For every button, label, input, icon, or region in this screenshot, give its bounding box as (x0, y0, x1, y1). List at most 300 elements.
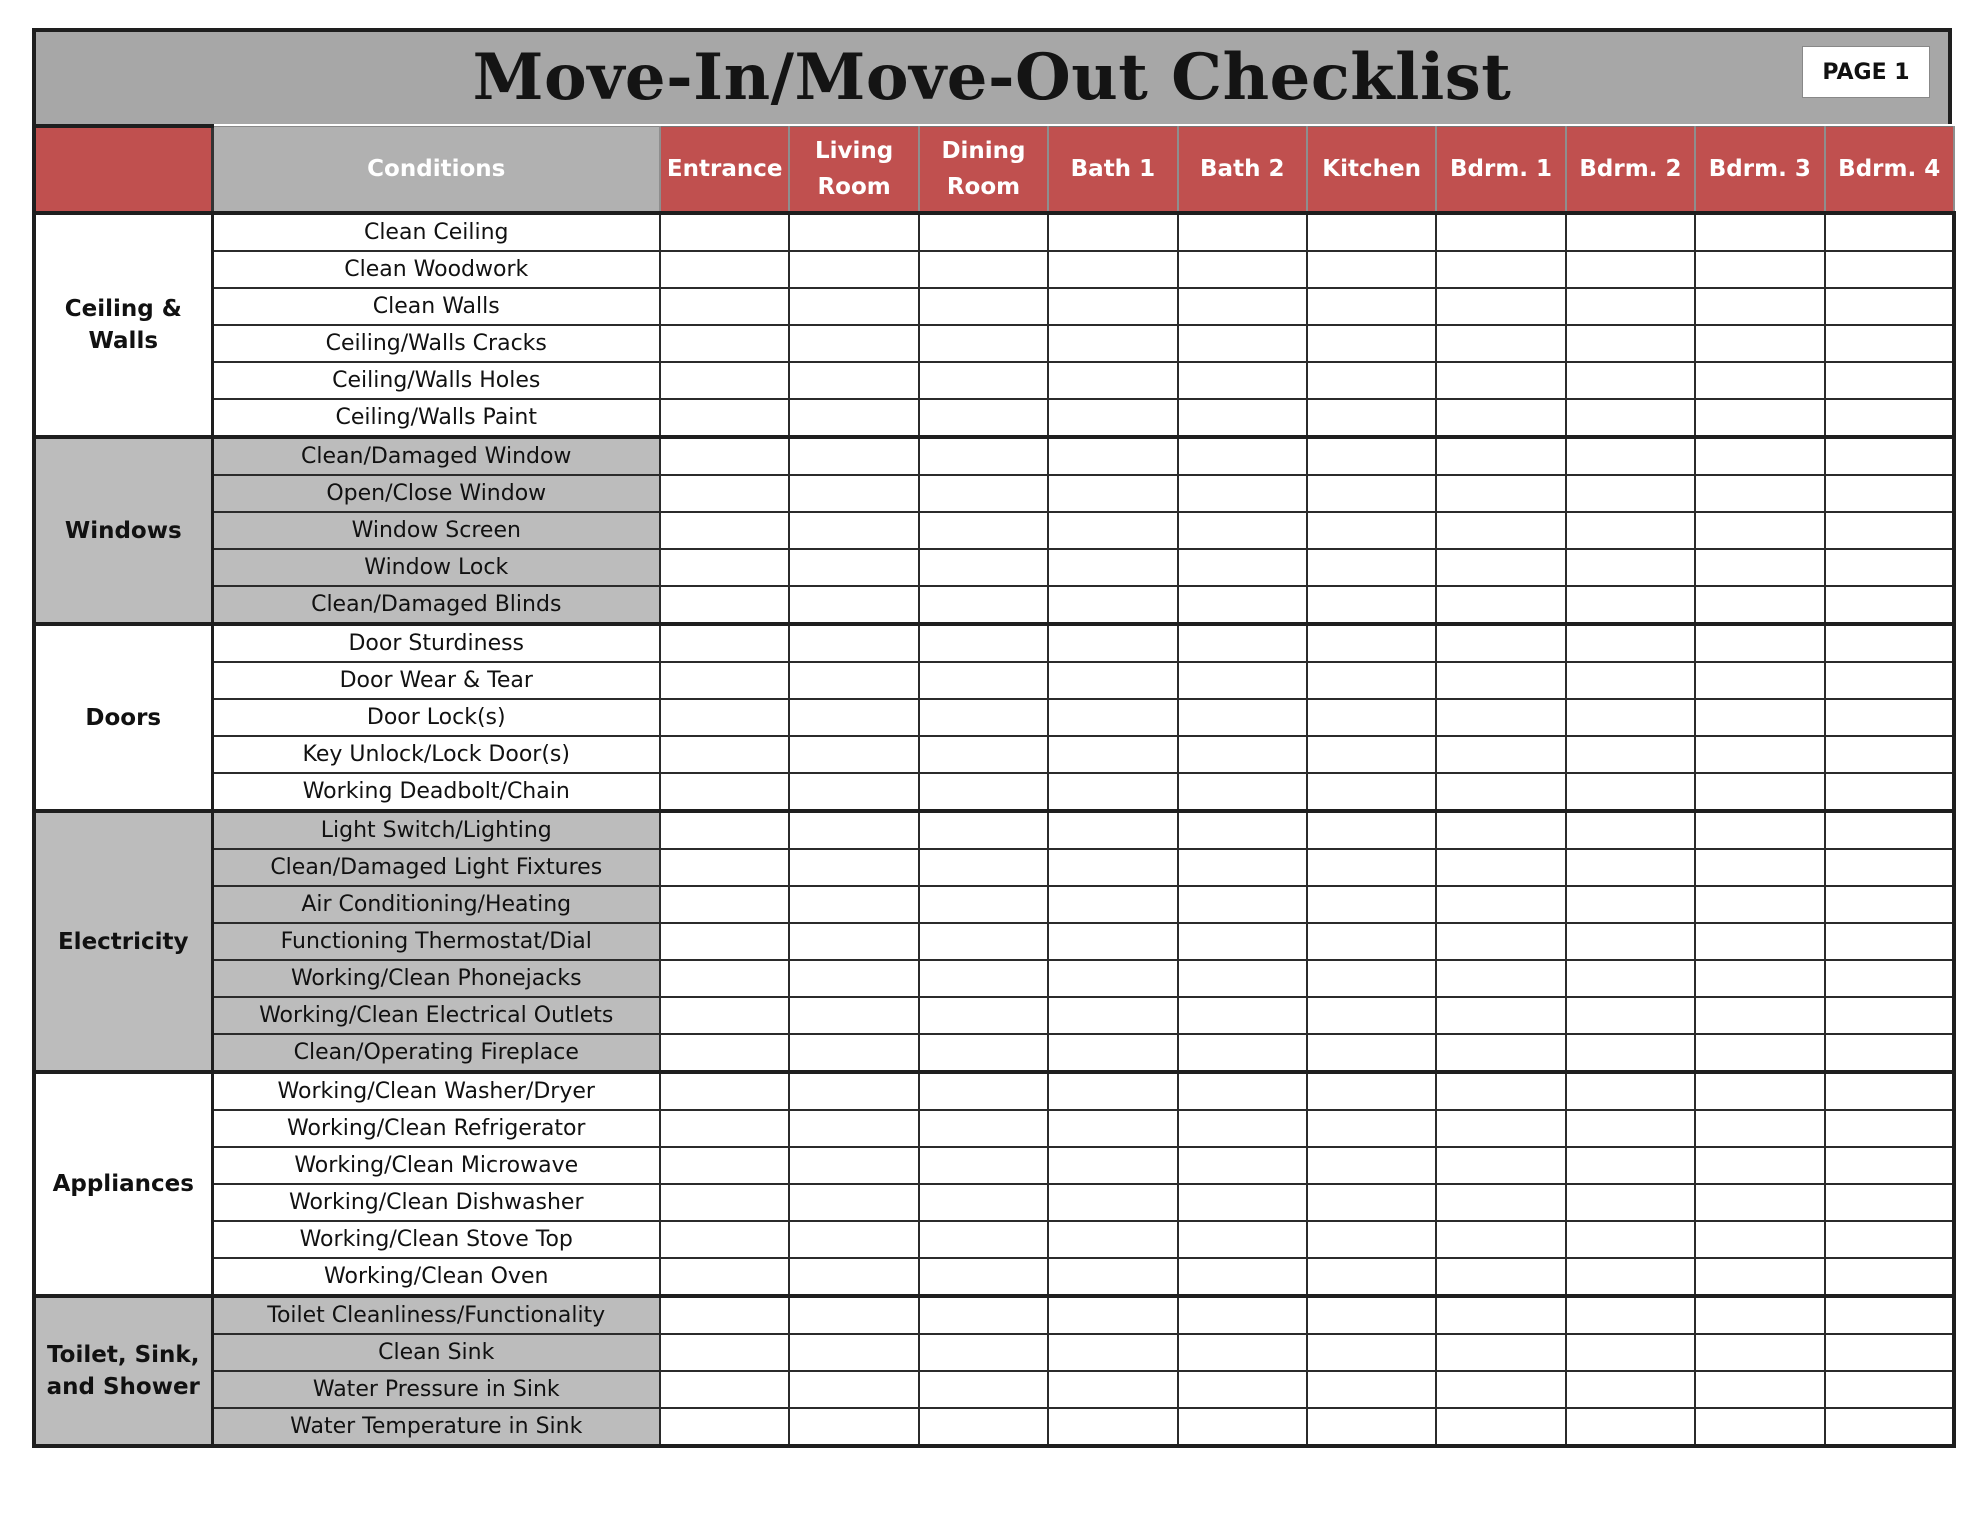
check-cell[interactable] (1566, 960, 1695, 997)
check-cell[interactable] (1307, 624, 1436, 662)
check-cell[interactable] (1825, 960, 1954, 997)
check-cell[interactable] (1695, 1147, 1824, 1184)
check-cell[interactable] (1048, 1258, 1177, 1296)
check-cell[interactable] (1048, 586, 1177, 624)
check-cell[interactable] (1048, 1371, 1177, 1408)
check-cell[interactable] (1048, 1072, 1177, 1110)
check-cell[interactable] (1436, 624, 1565, 662)
check-cell[interactable] (660, 586, 789, 624)
check-cell[interactable] (1307, 736, 1436, 773)
check-cell[interactable] (1178, 512, 1307, 549)
check-cell[interactable] (1566, 399, 1695, 437)
check-cell[interactable] (789, 437, 918, 475)
check-cell[interactable] (1307, 1258, 1436, 1296)
check-cell[interactable] (1178, 1221, 1307, 1258)
check-cell[interactable] (1436, 736, 1565, 773)
check-cell[interactable] (1436, 399, 1565, 437)
check-cell[interactable] (1178, 362, 1307, 399)
check-cell[interactable] (1178, 549, 1307, 586)
check-cell[interactable] (1695, 437, 1824, 475)
check-cell[interactable] (789, 1034, 918, 1072)
check-cell[interactable] (1825, 1034, 1954, 1072)
check-cell[interactable] (1695, 736, 1824, 773)
check-cell[interactable] (789, 1072, 918, 1110)
check-cell[interactable] (1566, 288, 1695, 325)
check-cell[interactable] (1825, 849, 1954, 886)
check-cell[interactable] (1307, 997, 1436, 1034)
check-cell[interactable] (1048, 849, 1177, 886)
check-cell[interactable] (660, 1221, 789, 1258)
check-cell[interactable] (1178, 325, 1307, 362)
check-cell[interactable] (919, 1258, 1048, 1296)
check-cell[interactable] (1178, 288, 1307, 325)
check-cell[interactable] (660, 699, 789, 736)
check-cell[interactable] (789, 1408, 918, 1446)
check-cell[interactable] (660, 1296, 789, 1334)
check-cell[interactable] (789, 699, 918, 736)
check-cell[interactable] (660, 1258, 789, 1296)
check-cell[interactable] (1048, 1221, 1177, 1258)
check-cell[interactable] (1566, 923, 1695, 960)
check-cell[interactable] (1048, 512, 1177, 549)
check-cell[interactable] (1566, 1110, 1695, 1147)
check-cell[interactable] (919, 849, 1048, 886)
check-cell[interactable] (789, 1296, 918, 1334)
check-cell[interactable] (1566, 736, 1695, 773)
check-cell[interactable] (1566, 1408, 1695, 1446)
check-cell[interactable] (1695, 1258, 1824, 1296)
check-cell[interactable] (1307, 1110, 1436, 1147)
check-cell[interactable] (660, 325, 789, 362)
check-cell[interactable] (660, 997, 789, 1034)
check-cell[interactable] (660, 1371, 789, 1408)
check-cell[interactable] (1566, 886, 1695, 923)
check-cell[interactable] (660, 1184, 789, 1221)
check-cell[interactable] (660, 1408, 789, 1446)
check-cell[interactable] (1825, 1110, 1954, 1147)
check-cell[interactable] (1436, 662, 1565, 699)
check-cell[interactable] (1436, 1334, 1565, 1371)
check-cell[interactable] (1048, 213, 1177, 251)
check-cell[interactable] (1048, 475, 1177, 512)
check-cell[interactable] (919, 773, 1048, 811)
check-cell[interactable] (919, 251, 1048, 288)
check-cell[interactable] (1436, 213, 1565, 251)
check-cell[interactable] (1566, 1371, 1695, 1408)
check-cell[interactable] (1307, 512, 1436, 549)
check-cell[interactable] (1048, 624, 1177, 662)
check-cell[interactable] (789, 923, 918, 960)
check-cell[interactable] (1436, 1184, 1565, 1221)
check-cell[interactable] (919, 549, 1048, 586)
check-cell[interactable] (919, 362, 1048, 399)
check-cell[interactable] (660, 960, 789, 997)
check-cell[interactable] (1178, 437, 1307, 475)
check-cell[interactable] (1178, 251, 1307, 288)
check-cell[interactable] (1566, 1147, 1695, 1184)
check-cell[interactable] (660, 1147, 789, 1184)
check-cell[interactable] (1566, 475, 1695, 512)
check-cell[interactable] (660, 475, 789, 512)
check-cell[interactable] (1566, 1334, 1695, 1371)
check-cell[interactable] (1307, 811, 1436, 849)
check-cell[interactable] (660, 1072, 789, 1110)
check-cell[interactable] (1825, 586, 1954, 624)
check-cell[interactable] (919, 1371, 1048, 1408)
check-cell[interactable] (1436, 586, 1565, 624)
check-cell[interactable] (919, 699, 1048, 736)
check-cell[interactable] (919, 1072, 1048, 1110)
check-cell[interactable] (1178, 1258, 1307, 1296)
check-cell[interactable] (1566, 624, 1695, 662)
check-cell[interactable] (1436, 251, 1565, 288)
check-cell[interactable] (1178, 699, 1307, 736)
check-cell[interactable] (919, 399, 1048, 437)
check-cell[interactable] (789, 960, 918, 997)
check-cell[interactable] (789, 886, 918, 923)
check-cell[interactable] (1048, 997, 1177, 1034)
check-cell[interactable] (1695, 1221, 1824, 1258)
check-cell[interactable] (789, 1334, 918, 1371)
check-cell[interactable] (1566, 1034, 1695, 1072)
check-cell[interactable] (1566, 1258, 1695, 1296)
check-cell[interactable] (1436, 437, 1565, 475)
check-cell[interactable] (1436, 549, 1565, 586)
check-cell[interactable] (1825, 1296, 1954, 1334)
check-cell[interactable] (1436, 325, 1565, 362)
check-cell[interactable] (1178, 586, 1307, 624)
check-cell[interactable] (1825, 923, 1954, 960)
check-cell[interactable] (660, 1034, 789, 1072)
check-cell[interactable] (1695, 549, 1824, 586)
check-cell[interactable] (1436, 1110, 1565, 1147)
check-cell[interactable] (789, 849, 918, 886)
check-cell[interactable] (1307, 923, 1436, 960)
check-cell[interactable] (1566, 662, 1695, 699)
check-cell[interactable] (1307, 437, 1436, 475)
check-cell[interactable] (1436, 288, 1565, 325)
check-cell[interactable] (919, 1110, 1048, 1147)
check-cell[interactable] (1695, 251, 1824, 288)
check-cell[interactable] (789, 288, 918, 325)
check-cell[interactable] (1307, 699, 1436, 736)
check-cell[interactable] (1436, 1371, 1565, 1408)
check-cell[interactable] (1695, 811, 1824, 849)
check-cell[interactable] (1048, 1034, 1177, 1072)
check-cell[interactable] (1436, 1258, 1565, 1296)
check-cell[interactable] (789, 362, 918, 399)
check-cell[interactable] (919, 923, 1048, 960)
check-cell[interactable] (1178, 1147, 1307, 1184)
check-cell[interactable] (919, 997, 1048, 1034)
check-cell[interactable] (1436, 699, 1565, 736)
check-cell[interactable] (1048, 736, 1177, 773)
check-cell[interactable] (1178, 997, 1307, 1034)
check-cell[interactable] (1048, 399, 1177, 437)
check-cell[interactable] (1178, 662, 1307, 699)
check-cell[interactable] (1307, 960, 1436, 997)
check-cell[interactable] (1825, 288, 1954, 325)
check-cell[interactable] (1695, 960, 1824, 997)
check-cell[interactable] (660, 849, 789, 886)
check-cell[interactable] (1566, 437, 1695, 475)
check-cell[interactable] (789, 586, 918, 624)
check-cell[interactable] (1566, 549, 1695, 586)
check-cell[interactable] (660, 251, 789, 288)
check-cell[interactable] (1436, 849, 1565, 886)
check-cell[interactable] (919, 1034, 1048, 1072)
check-cell[interactable] (1695, 325, 1824, 362)
check-cell[interactable] (1048, 923, 1177, 960)
check-cell[interactable] (1566, 586, 1695, 624)
check-cell[interactable] (919, 1147, 1048, 1184)
check-cell[interactable] (1566, 1221, 1695, 1258)
check-cell[interactable] (1436, 1296, 1565, 1334)
check-cell[interactable] (1566, 362, 1695, 399)
check-cell[interactable] (1178, 849, 1307, 886)
check-cell[interactable] (1307, 1334, 1436, 1371)
check-cell[interactable] (660, 811, 789, 849)
check-cell[interactable] (1566, 325, 1695, 362)
check-cell[interactable] (1178, 1072, 1307, 1110)
check-cell[interactable] (1695, 624, 1824, 662)
check-cell[interactable] (1048, 1184, 1177, 1221)
check-cell[interactable] (1048, 288, 1177, 325)
check-cell[interactable] (1048, 251, 1177, 288)
check-cell[interactable] (1307, 773, 1436, 811)
check-cell[interactable] (1048, 811, 1177, 849)
check-cell[interactable] (1436, 362, 1565, 399)
check-cell[interactable] (789, 399, 918, 437)
check-cell[interactable] (1178, 923, 1307, 960)
check-cell[interactable] (919, 1184, 1048, 1221)
check-cell[interactable] (1695, 1296, 1824, 1334)
check-cell[interactable] (1695, 586, 1824, 624)
check-cell[interactable] (1178, 475, 1307, 512)
check-cell[interactable] (919, 886, 1048, 923)
check-cell[interactable] (1825, 736, 1954, 773)
check-cell[interactable] (660, 923, 789, 960)
check-cell[interactable] (1436, 1408, 1565, 1446)
check-cell[interactable] (1825, 1221, 1954, 1258)
check-cell[interactable] (789, 773, 918, 811)
check-cell[interactable] (1436, 997, 1565, 1034)
check-cell[interactable] (1825, 475, 1954, 512)
check-cell[interactable] (1307, 586, 1436, 624)
check-cell[interactable] (1825, 362, 1954, 399)
check-cell[interactable] (1695, 773, 1824, 811)
check-cell[interactable] (1825, 886, 1954, 923)
check-cell[interactable] (1048, 1147, 1177, 1184)
check-cell[interactable] (1178, 960, 1307, 997)
check-cell[interactable] (1178, 886, 1307, 923)
check-cell[interactable] (1178, 1408, 1307, 1446)
check-cell[interactable] (1307, 1408, 1436, 1446)
check-cell[interactable] (789, 1258, 918, 1296)
check-cell[interactable] (1825, 213, 1954, 251)
check-cell[interactable] (1566, 849, 1695, 886)
check-cell[interactable] (789, 1371, 918, 1408)
check-cell[interactable] (1307, 399, 1436, 437)
check-cell[interactable] (660, 773, 789, 811)
check-cell[interactable] (1436, 1034, 1565, 1072)
check-cell[interactable] (660, 362, 789, 399)
check-cell[interactable] (1178, 1371, 1307, 1408)
check-cell[interactable] (1178, 811, 1307, 849)
check-cell[interactable] (1048, 886, 1177, 923)
check-cell[interactable] (1307, 549, 1436, 586)
check-cell[interactable] (1307, 1034, 1436, 1072)
check-cell[interactable] (1307, 1072, 1436, 1110)
check-cell[interactable] (1307, 288, 1436, 325)
check-cell[interactable] (1048, 549, 1177, 586)
check-cell[interactable] (1048, 773, 1177, 811)
check-cell[interactable] (1307, 886, 1436, 923)
check-cell[interactable] (1436, 1221, 1565, 1258)
check-cell[interactable] (1307, 1184, 1436, 1221)
check-cell[interactable] (1436, 811, 1565, 849)
check-cell[interactable] (789, 251, 918, 288)
check-cell[interactable] (1825, 624, 1954, 662)
check-cell[interactable] (660, 1334, 789, 1371)
check-cell[interactable] (919, 960, 1048, 997)
check-cell[interactable] (1825, 549, 1954, 586)
check-cell[interactable] (789, 1184, 918, 1221)
check-cell[interactable] (1825, 251, 1954, 288)
check-cell[interactable] (1048, 1334, 1177, 1371)
check-cell[interactable] (919, 437, 1048, 475)
check-cell[interactable] (919, 288, 1048, 325)
check-cell[interactable] (660, 886, 789, 923)
check-cell[interactable] (1307, 1221, 1436, 1258)
check-cell[interactable] (789, 811, 918, 849)
check-cell[interactable] (919, 1296, 1048, 1334)
check-cell[interactable] (1566, 773, 1695, 811)
check-cell[interactable] (1307, 213, 1436, 251)
check-cell[interactable] (1566, 1184, 1695, 1221)
check-cell[interactable] (1178, 1110, 1307, 1147)
check-cell[interactable] (1825, 699, 1954, 736)
check-cell[interactable] (789, 1221, 918, 1258)
check-cell[interactable] (1048, 1408, 1177, 1446)
check-cell[interactable] (1048, 960, 1177, 997)
check-cell[interactable] (1436, 475, 1565, 512)
check-cell[interactable] (1695, 1110, 1824, 1147)
check-cell[interactable] (1825, 1408, 1954, 1446)
check-cell[interactable] (1825, 325, 1954, 362)
check-cell[interactable] (1048, 1110, 1177, 1147)
check-cell[interactable] (919, 325, 1048, 362)
check-cell[interactable] (660, 437, 789, 475)
check-cell[interactable] (1178, 773, 1307, 811)
check-cell[interactable] (1307, 849, 1436, 886)
check-cell[interactable] (660, 512, 789, 549)
check-cell[interactable] (1178, 736, 1307, 773)
check-cell[interactable] (660, 662, 789, 699)
check-cell[interactable] (1307, 1147, 1436, 1184)
check-cell[interactable] (1825, 997, 1954, 1034)
check-cell[interactable] (1307, 662, 1436, 699)
check-cell[interactable] (1695, 886, 1824, 923)
check-cell[interactable] (1695, 1184, 1824, 1221)
check-cell[interactable] (1566, 1296, 1695, 1334)
check-cell[interactable] (1307, 251, 1436, 288)
check-cell[interactable] (919, 586, 1048, 624)
check-cell[interactable] (1825, 1371, 1954, 1408)
check-cell[interactable] (1436, 1072, 1565, 1110)
check-cell[interactable] (1048, 437, 1177, 475)
check-cell[interactable] (919, 213, 1048, 251)
check-cell[interactable] (1307, 1371, 1436, 1408)
check-cell[interactable] (1695, 399, 1824, 437)
check-cell[interactable] (1178, 624, 1307, 662)
check-cell[interactable] (1048, 1296, 1177, 1334)
check-cell[interactable] (1695, 1334, 1824, 1371)
check-cell[interactable] (1695, 1371, 1824, 1408)
check-cell[interactable] (1825, 1258, 1954, 1296)
check-cell[interactable] (919, 1334, 1048, 1371)
check-cell[interactable] (1566, 997, 1695, 1034)
check-cell[interactable] (789, 662, 918, 699)
check-cell[interactable] (789, 549, 918, 586)
check-cell[interactable] (1566, 699, 1695, 736)
check-cell[interactable] (1566, 811, 1695, 849)
check-cell[interactable] (919, 512, 1048, 549)
check-cell[interactable] (1178, 1334, 1307, 1371)
check-cell[interactable] (1307, 475, 1436, 512)
check-cell[interactable] (919, 811, 1048, 849)
check-cell[interactable] (1825, 811, 1954, 849)
check-cell[interactable] (1566, 213, 1695, 251)
check-cell[interactable] (1825, 437, 1954, 475)
check-cell[interactable] (1695, 662, 1824, 699)
check-cell[interactable] (1825, 1147, 1954, 1184)
check-cell[interactable] (1825, 662, 1954, 699)
check-cell[interactable] (789, 624, 918, 662)
check-cell[interactable] (919, 662, 1048, 699)
check-cell[interactable] (789, 1110, 918, 1147)
check-cell[interactable] (789, 325, 918, 362)
check-cell[interactable] (1695, 1034, 1824, 1072)
check-cell[interactable] (1695, 475, 1824, 512)
check-cell[interactable] (1825, 399, 1954, 437)
check-cell[interactable] (919, 624, 1048, 662)
check-cell[interactable] (1436, 886, 1565, 923)
check-cell[interactable] (1436, 1147, 1565, 1184)
check-cell[interactable] (1695, 699, 1824, 736)
check-cell[interactable] (1178, 213, 1307, 251)
check-cell[interactable] (1695, 288, 1824, 325)
check-cell[interactable] (660, 624, 789, 662)
check-cell[interactable] (1695, 923, 1824, 960)
check-cell[interactable] (1436, 512, 1565, 549)
check-cell[interactable] (1307, 362, 1436, 399)
check-cell[interactable] (1436, 923, 1565, 960)
check-cell[interactable] (789, 997, 918, 1034)
check-cell[interactable] (1825, 1184, 1954, 1221)
check-cell[interactable] (919, 475, 1048, 512)
check-cell[interactable] (789, 1147, 918, 1184)
check-cell[interactable] (1048, 362, 1177, 399)
check-cell[interactable] (789, 512, 918, 549)
check-cell[interactable] (1307, 325, 1436, 362)
check-cell[interactable] (1695, 213, 1824, 251)
check-cell[interactable] (789, 213, 918, 251)
check-cell[interactable] (1048, 699, 1177, 736)
check-cell[interactable] (1695, 1408, 1824, 1446)
check-cell[interactable] (1178, 1034, 1307, 1072)
check-cell[interactable] (1695, 512, 1824, 549)
